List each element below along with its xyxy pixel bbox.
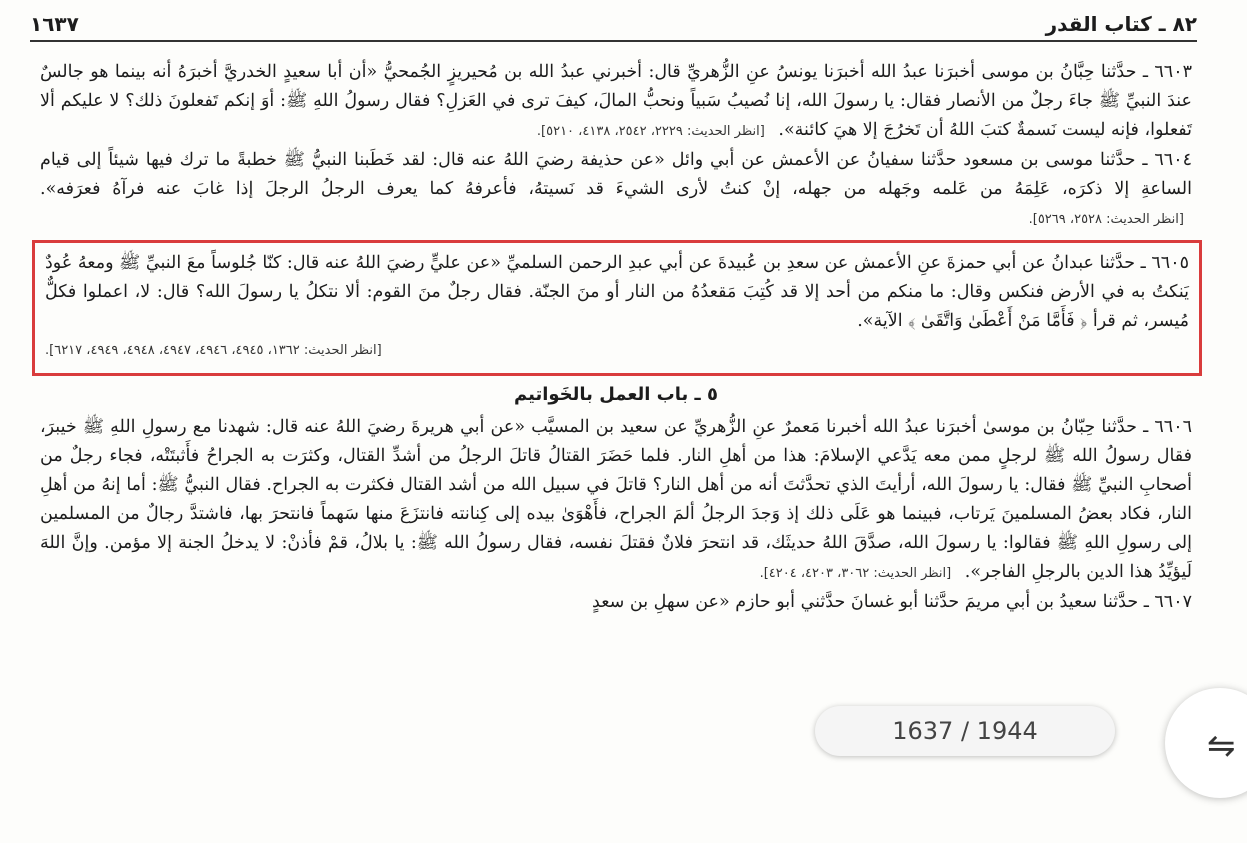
page-number: ١٦٣٧ [30, 12, 79, 36]
hadith-text: ٦٦٠٧ ـ حدَّثنا سعيدُ بن أبي مريمَ حدَّثنا أبو غسانَ حدَّثني أبو حازم «عن سهلِ بن سعدٍ [592, 592, 1192, 612]
hadith-text: ٦٦٠٥ ـ حدَّثنا عبدانُ عن أبي حمزةَ عنِ الأعمش عن سعدِ بن عُبيدةَ عن أبي عبدِ الرحمن السلميِّ «عن عليٍّ رضيَ اللهُ عنه قال: كنّا جُلوساً معَ النبيِّ ﷺ ومعهُ عُودٌ يَنكتُ به في الأرض فنكس وقال: ما منكم من أحد إلا قد كُتِبَ مَقعدُهُ من النار أو منَ الجنّة. فقال رجلٌ منَ القوم: ألا نتكلُ يا رسولَ الله؟ قال: لا، اعملوا فكلٌّ مُيسر، ثم قرأ ﴿ فَأَمَّا مَنْ أَعْطَىٰ وَاتَّقَىٰ ﴾ الآية». [45, 253, 1189, 331]
hadith-reference: [انظر الحديث: ٢٥٢٨، ٥٢٦٩]. [1028, 212, 1184, 227]
hadith-text: ٦٦٠٣ ـ حدَّثنا حِبَّانُ بن موسى أخبرَنا عبدُ الله أخبرَنا يونسُ عنِ الزُّهريِّ قال: أخبرني عبدُ الله بن مُحيريزٍ الجُمحيُّ «أن أبا سعيدٍ الخدريَّ أخبرَهُ أنه بينما هو جالسٌ عندَ النبيِّ ﷺ جاءَ رجلٌ من الأنصار فقال: يا رسولَ الله، إنا نُصيبُ سَبياً ونحبُّ المالَ، كيفَ ترى في العَزلِ؟ فقال رسولُ اللهِ ﷺ: أوَ إنكم تَفعلونَ ذلك؟ لا عليكم ألا تَفعلوا، فإنه ليست نَسمةٌ كتبَ اللهُ أن تَخرُجَ إلا هيَ كائنة». [40, 62, 1192, 140]
page-turn-button[interactable] [1165, 688, 1247, 798]
hadith-6604 [40, 146, 1192, 234]
page-turn-icon: ⇋ [1207, 726, 1236, 766]
hadith-6603 [40, 58, 1192, 146]
page-header [30, 10, 1197, 42]
page-indicator-label: 1637 / 1944 [892, 717, 1038, 745]
chapter-title: ٥ ـ باب العمل بالخَواتيم [514, 384, 718, 405]
hadith-reference: [انظر الحديث: ١٣٦٢، ٤٩٤٥، ٤٩٤٦، ٤٩٤٧، ٤٩٤٨، ٤٩٤٩، ٦٢١٧]. [45, 343, 382, 358]
book-title: ٨٢ ـ كتاب القدر [1045, 12, 1197, 36]
hadith-6605 [45, 249, 1189, 336]
hadith-reference: [انظر الحديث: ٣٠٦٢، ٤٢٠٣، ٤٢٠٤]. [759, 566, 952, 581]
hadith-6607 [40, 588, 1192, 617]
hadith-text: ٦٦٠٦ ـ حدَّثنا حِبّانُ بن موسىٰ أخبرَنا عبدُ الله أخبرنا مَعمرٌ عنِ الزُّهريِّ عن سعيد بن المسيَّب «عن أبي هريرةَ رضيَ اللهُ عنه قال: شهدنا مع رسولِ اللهِ ﷺ خيبرَ، فقال رسولُ الله ﷺ لرجلٍ ممن معه يَدَّعي الإسلامَ: هذا من أهلِ النار. فلما حَضَرَ القتالُ قاتلَ الرجلُ من أشدِّ القتال، وكثرَت به الجراحُ فأَثبتَتْه، فجاء رجلٌ من أصحابِ النبيِّ ﷺ فقال: يا رسولَ الله، أرأيتَ الذي تحدَّثتَ أنه من أهل النار؟ قاتلَ في سبيل الله من أشد القتال فكثرت به الجراح. فقال النبيُّ ﷺ: أما إنهُ من أهلِ النار، فكاد بعضُ المسلمينَ يَرتاب، فبينما هو عَلَى ذلك إذ وَجدَ الرجلُ ألمَ الجراح، فأَهْوَىٰ بيده إلى كِنانته فانتزَعَ منها سَهماً فانتحرَ بها، فاشتدَّ رجالٌ من المسلمين إلى رسولِ اللهِ ﷺ فقالوا: يا رسولَ الله، صدَّقَ اللهُ حديثَك، قد انتحرَ فلانٌ فقتلَ نفسه، فقال رسولُ الله ﷺ: يا بلالُ، قمْ فأذنْ: لا يدخلُ الجنة إلا مؤمن. وإنَّ اللهَ لَيؤيِّدُ هذا الدين بالرجلِ الفاجر». [40, 417, 1192, 582]
hadith-reference: [انظر الحديث: ٢٢٢٩، ٢٥٤٢، ٤١٣٨، ٥٢١٠]. [536, 124, 765, 139]
hadith-6606 [40, 413, 1192, 588]
hadith-text: ٦٦٠٤ ـ حدَّثنا موسى بن مسعود حدَّثنا سفيانُ عن الأعمش عن أبي وائل «عن حذيفة رضيَ اللهُ عنه قال: لقد خَطَبنا النبيُّ ﷺ خطبةً ما ترك فيها شيئاً إلى قيام الساعةِ إلا ذكرَه، عَلِمَهُ من عَلمه وجَهله من جهله، إنْ كنتُ لأرى الشيءَ قد نَسيتهُ، فأعرفهُ كما يعرف الرجلُ الرجلَ إذا غابَ عنه فرآهُ فعرَفه». [40, 150, 1192, 199]
highlighted-hadith-box [32, 240, 1202, 376]
page-indicator [815, 706, 1115, 756]
page-content [40, 58, 1192, 617]
